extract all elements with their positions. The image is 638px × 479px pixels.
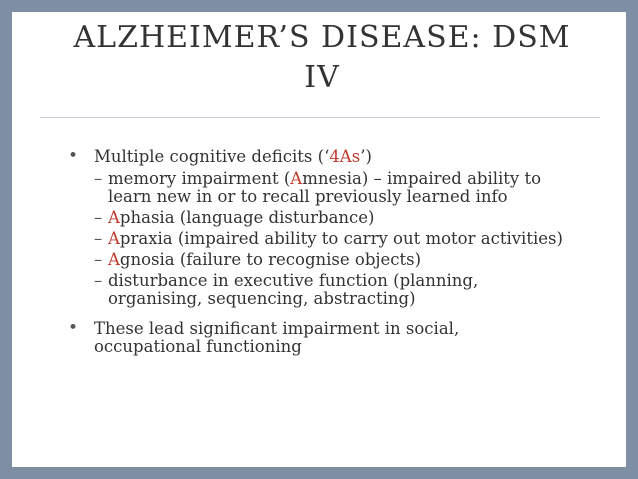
bullet-dot-icon: • (68, 318, 79, 338)
sub-bullet-item (66, 272, 566, 308)
bullet-text-pre: These lead significant impairment in social, occupational functioning (94, 319, 460, 356)
bullet-item (66, 148, 566, 166)
sub-bullet-text-pre: memory impairment ( (108, 169, 291, 188)
slide-title-line-1: ALZHEIMER’S DISEASE: DSM (73, 20, 571, 55)
sub-bullet-item (66, 251, 566, 269)
dash-bullet-icon: – (94, 250, 103, 269)
sub-bullet-text-post: phasia (language disturbance) (119, 208, 375, 227)
slide-title (42, 18, 602, 98)
slide-body (66, 148, 566, 360)
sub-bullet-text-accent: A (108, 250, 120, 269)
dash-bullet-icon: – (94, 208, 103, 227)
sub-bullet-text-accent: A (108, 208, 120, 227)
slide-title-line-2: IV (304, 60, 340, 95)
sub-bullet-item (66, 209, 566, 227)
sub-bullet-item (66, 170, 566, 206)
sub-bullet-text-post: gnosia (failure to recognise objects) (119, 250, 422, 269)
bullet-item (66, 320, 566, 356)
bullet-dot-icon: • (68, 146, 79, 166)
bullet-text-pre: Multiple cognitive deficits (‘ (94, 147, 330, 166)
dash-bullet-icon: – (94, 271, 103, 290)
sub-bullet-text-post: mnesia) – impaired ability to learn new in or to recall previously learned info (108, 169, 542, 206)
sub-bullet-item (66, 230, 566, 248)
sub-bullet-text-pre: disturbance in executive function (planning, organising, sequencing, abstracting) (108, 271, 479, 308)
dash-bullet-icon: – (94, 169, 103, 188)
title-divider (40, 117, 600, 118)
sub-bullet-text-accent: A (290, 169, 303, 188)
bullet-text-accent: 4As (329, 147, 361, 166)
sub-bullet-text-accent: A (108, 229, 120, 248)
sub-bullet-text-post: praxia (impaired ability to carry out motor activities) (119, 229, 563, 248)
dash-bullet-icon: – (94, 229, 103, 248)
bullet-text-post: ’) (360, 147, 372, 166)
